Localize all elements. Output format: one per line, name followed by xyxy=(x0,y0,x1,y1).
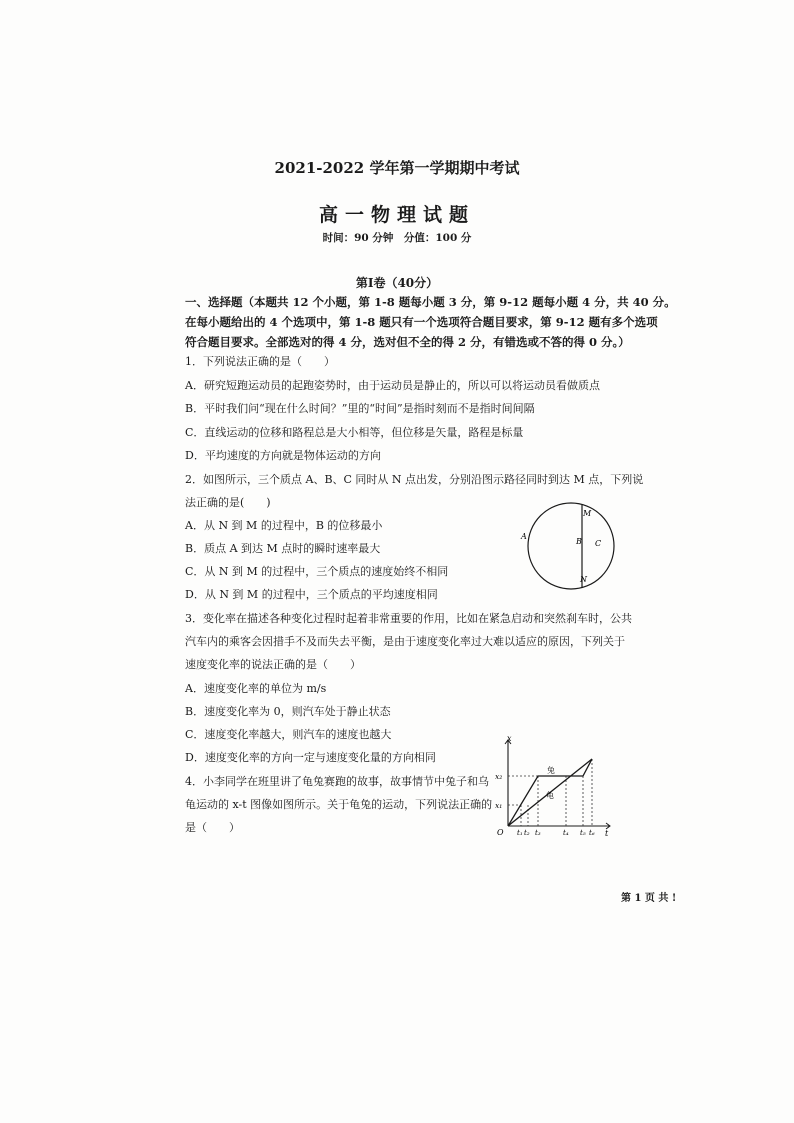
question-2-option-c: C．从 N 到 M 的过程中，三个质点的速度始终不相同 xyxy=(185,565,449,578)
label-c: C xyxy=(595,539,602,548)
question-2-stem: 2．如图所示，三个质点 A、B、C 同时从 N 点出发，分别沿图示路径同时到达 M 点，下列说 xyxy=(185,473,644,486)
label-n: N xyxy=(580,575,587,584)
xt-graph-figure xyxy=(494,734,616,838)
question-1-option-c: C．直线运动的位移和路程总是大小相等，但位移是矢量，路程是标量 xyxy=(185,426,524,439)
tortoise-label: 龟 xyxy=(546,791,554,800)
x2-label: x₂ xyxy=(495,772,503,781)
t5-label: t₅ xyxy=(580,829,586,837)
rabbit-label: 兔 xyxy=(547,766,555,775)
t4-label: t₄ xyxy=(563,829,569,837)
section-instructions: 符合题目要求。全部选对的得 4 分，选对但不全的得 2 分，有错选或不答的得 0 分。） xyxy=(185,335,630,349)
section-title: 第Ⅰ卷（40分） xyxy=(355,276,439,290)
question-3-stem: 3．变化率在描述各种变化过程时起着非常重要的作用，比如在紧急启动和突然刹车时，公共 xyxy=(185,612,632,625)
section-instructions: 在每小题给出的 4 个选项中，第 1-8 题只有一个选项符合题目要求，第 9-12 题有多个选项 xyxy=(185,315,658,329)
question-2-stem: 法正确的是( ) xyxy=(185,496,271,509)
x-axis-label: t xyxy=(605,829,609,838)
question-2-option-d: D．从 N 到 M 的过程中，三个质点的平均速度相同 xyxy=(185,588,438,601)
t1-label: t₁ xyxy=(517,829,523,837)
question-1-stem: 1．下列说法正确的是（ ） xyxy=(185,355,335,368)
question-4-stem: 龟运动的 x-t 图像如图所示。关于龟兔的运动，下列说法正确的 xyxy=(185,798,493,811)
circle-path-figure xyxy=(516,500,620,592)
question-3-option-d: D．速度变化率的方向一定与速度变化量的方向相同 xyxy=(185,751,436,764)
question-3-option-c: C．速度变化率越大，则汽车的速度也越大 xyxy=(185,728,392,741)
x1-label: x₁ xyxy=(495,801,503,810)
question-3-option-b: B．速度变化率为 0，则汽车处于静止状态 xyxy=(185,705,391,718)
page-number: 第 1 页 共 ! xyxy=(621,893,677,904)
question-3-stem: 速度变化率的说法正确的是（ ） xyxy=(185,658,361,671)
question-4-stem: 4．小李同学在班里讲了龟兔赛跑的故事，故事情节中兔子和乌 xyxy=(185,775,489,788)
label-b: B xyxy=(576,537,582,546)
question-2-option-a: A．从 N 到 M 的过程中，B 的位移最小 xyxy=(185,519,383,532)
question-1-option-d: D．平均速度的方向就是物体运动的方向 xyxy=(185,449,381,462)
t3-label: t₃ xyxy=(535,829,541,837)
exam-title: 2021-2022 学年第一学期期中考试 xyxy=(274,159,520,177)
question-3-stem: 汽车内的乘客会因措手不及而失去平衡，是由于速度变化率过大难以适应的原因，下列关于 xyxy=(185,635,625,648)
t2-label: t₂ xyxy=(524,829,530,837)
t6-label: t₆ xyxy=(589,829,595,837)
exam-meta: 时间：90 分钟 分值：100 分 xyxy=(322,232,472,244)
origin-label: O xyxy=(497,828,504,837)
question-2-option-b: B．质点 A 到达 M 点时的瞬时速率最大 xyxy=(185,542,381,555)
question-1-option-a: A．研究短跑运动员的起跑姿势时，由于运动员是静止的，所以可以将运动员看做质点 xyxy=(185,379,600,392)
question-4-stem: 是（ ） xyxy=(185,821,240,834)
label-a: A xyxy=(521,532,527,541)
question-1-option-b: B．平时我们问“现在什么时间？”里的“时间”是指时刻而不是指时间间隔 xyxy=(185,402,535,415)
section-instructions: 一、选择题（本题共 12 个小题，第 1-8 题每小题 3 分，第 9-12 题每小题 4 分，共 40 分。 xyxy=(185,295,676,309)
question-3-option-a: A．速度变化率的单位为 m/s xyxy=(185,682,327,695)
subject-title: 高一物理试题 xyxy=(318,204,475,226)
label-m: M xyxy=(583,509,592,518)
y-axis-label: x xyxy=(507,734,512,743)
